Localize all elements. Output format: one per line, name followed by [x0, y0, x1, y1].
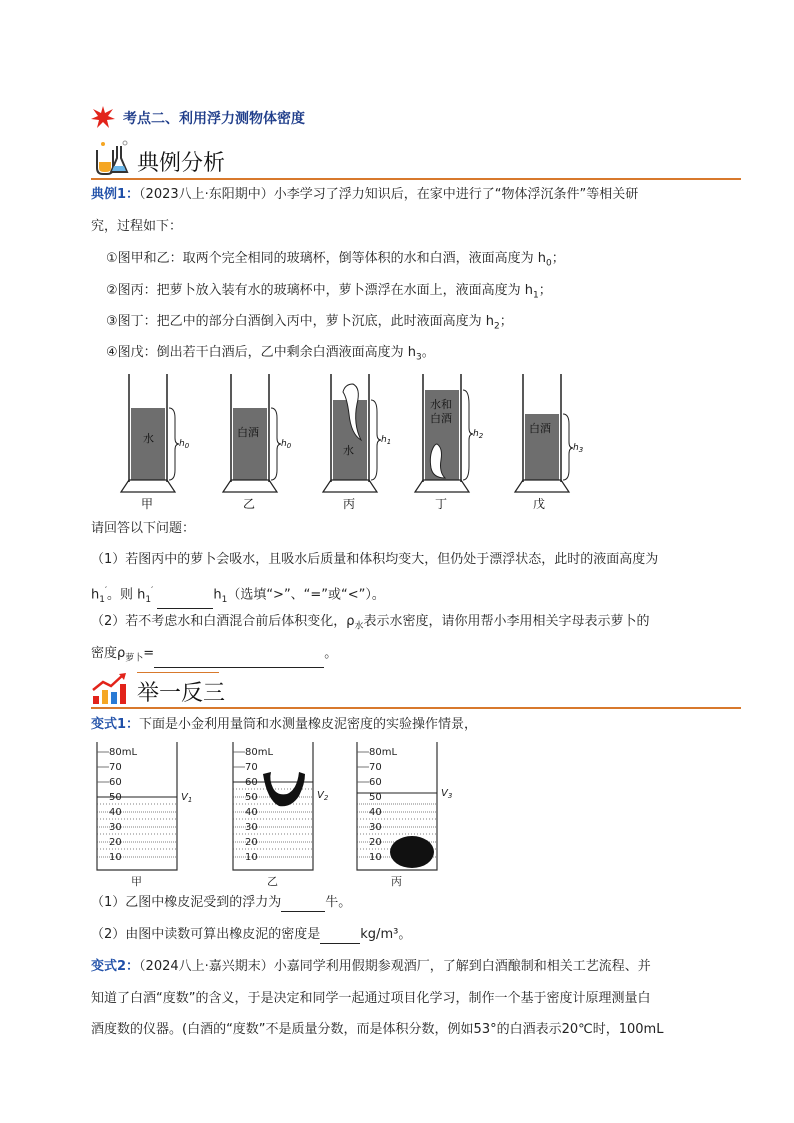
svg-text:丙: 丙: [391, 875, 402, 888]
answer-blank-q1[interactable]: [157, 594, 213, 609]
caption-wu: 戊: [533, 497, 546, 511]
svg-text:h0: $h_0$: [179, 439, 190, 450]
caption-jia: 甲: [141, 497, 154, 511]
answer-blank-v1q1[interactable]: [281, 897, 325, 912]
variant2-line1: 变式2：（2024八上·嘉兴期末）小嘉同学利用假期参观酒厂，了解到白酒酿制和相关工艺流程、并: [91, 959, 651, 974]
cylinder-jia: [97, 742, 192, 888]
star-burst-icon: [91, 106, 115, 128]
svg-text:60: 60: [369, 777, 382, 788]
label-baijiu-wu: 白酒: [529, 422, 551, 435]
svg-text:h0: $h_0$: [281, 439, 292, 450]
svg-text:80mL: 80mL: [369, 747, 398, 758]
question-1-line2: $h_1'$。则 $h_1'$ $h_1$（选填“>”、“=”或“<”）。: [91, 582, 385, 609]
svg-text:70: 70: [109, 762, 122, 773]
step-4: ④图戊：倒出若干白酒后，乙中剩余白酒液面高度为 $h_3$。: [106, 345, 435, 363]
label-mix-1: 水和: [430, 398, 452, 411]
svg-text:h3: $h_3$: [573, 443, 584, 454]
svg-text:80mL: 80mL: [245, 747, 274, 758]
question-2-line2: 密度$\rho_{萝卜}=$ 。: [91, 645, 337, 668]
glass-yi: [223, 374, 292, 511]
svg-text:40: 40: [369, 807, 382, 818]
question-prompt: 请回答以下问题：: [91, 521, 196, 536]
example-intro-line1: 典例1：（2023八上·东阳期中）小李学习了浮力知识后，在家中进行了“物体浮沉条件”等相关研: [91, 187, 639, 202]
caption-bing: 丙: [343, 497, 356, 511]
svg-text:V2: $V_2$: [317, 790, 329, 802]
svg-text:10: 10: [109, 852, 122, 863]
glass-wu: [515, 374, 583, 511]
header-underline-short: [137, 672, 219, 673]
caption-yi: 乙: [243, 497, 256, 511]
divider: [91, 178, 741, 180]
cylinders-figure: [91, 740, 451, 886]
svg-text:乙: 乙: [267, 875, 278, 888]
glass-jia: [121, 374, 190, 511]
svg-text:30: 30: [369, 822, 382, 833]
svg-text:10: 10: [245, 852, 258, 863]
variant1-question-2: （2）由图中读数可算出橡皮泥的密度是 kg/m³。: [91, 927, 412, 942]
cylinder-yi: [233, 742, 329, 888]
divider: [91, 707, 741, 709]
header-example-analysis: [91, 138, 741, 180]
svg-text:h2: $h_2$: [473, 429, 484, 440]
glasses-figure: [91, 364, 711, 514]
example-label: 典例1：: [91, 187, 140, 202]
svg-text:30: 30: [109, 822, 122, 833]
variant2-line3: 酒度数的仪器。(白酒的“度数”不是质量分数，而是体积分数，例如53°的白酒表示20℃时，100mL: [91, 1022, 664, 1037]
svg-text:20: 20: [109, 837, 122, 848]
glass-ding: [415, 374, 484, 511]
variant2-label: 变式2：: [91, 959, 140, 974]
step-3: ③图丁：把乙中的部分白酒倒入丙中，萝卜沉底，此时液面高度为 $h_2$；: [106, 314, 513, 332]
svg-text:V1: $V_1$: [181, 792, 193, 804]
svg-text:70: 70: [369, 762, 382, 773]
growth-chart-icon: [91, 672, 127, 706]
answer-blank-v1q2[interactable]: [320, 929, 360, 944]
svg-text:80mL: 80mL: [109, 747, 138, 758]
glass-bing: [323, 374, 391, 511]
step-2: ②图丙：把萝卜放入装有水的玻璃杯中，萝卜漂浮在水面上，液面高度为 $h_1$；: [106, 283, 552, 301]
svg-text:20: 20: [369, 837, 382, 848]
svg-text:20: 20: [245, 837, 258, 848]
label-baijiu-yi: 白酒: [237, 426, 259, 439]
question-1-line1: （1）若图丙中的萝卜会吸水，且吸水后质量和体积均变大，但仍处于漂浮状态，此时的液面高度为: [91, 552, 659, 567]
svg-text:V3: $V_3$: [441, 788, 453, 800]
step-1: ①图甲和乙：取两个完全相同的玻璃杯，倒等体积的水和白酒，液面高度为 $h_0$；: [106, 251, 565, 269]
answer-blank-q2[interactable]: [154, 653, 324, 668]
variant1-question-1: （1）乙图中橡皮泥受到的浮力为 牛。: [91, 895, 352, 910]
variant1-label: 变式1：: [91, 717, 140, 732]
header-practice: [91, 672, 741, 708]
svg-text:50: 50: [245, 792, 258, 803]
svg-text:甲: 甲: [131, 875, 142, 888]
label-water-bing: 水: [343, 444, 354, 457]
svg-text:70: 70: [245, 762, 258, 773]
svg-text:50: 50: [369, 792, 382, 803]
question-2-line1: （2）若不考虑水和白酒混合前后体积变化，$\rho_水$表示水密度，请你用帮小李用相关字母表示萝卜的: [91, 614, 650, 632]
header-title: 典例分析: [137, 151, 226, 176]
header-title: 举一反三: [137, 681, 226, 706]
svg-text:60: 60: [245, 777, 258, 788]
cylinder-bing: [357, 742, 452, 888]
variant2-line2: 知道了白酒“度数”的含义，于是决定和同学一起通过项目化学习，制作一个基于密度计原理测量白: [91, 991, 651, 1006]
svg-text:30: 30: [245, 822, 258, 833]
svg-text:50: 50: [109, 792, 122, 803]
svg-text:40: 40: [109, 807, 122, 818]
section-title: 考点二、利用浮力测物体密度: [123, 111, 305, 127]
example-intro-line2: 究，过程如下：: [91, 219, 183, 234]
lab-flask-icon: [91, 138, 131, 178]
svg-text:40: 40: [245, 807, 258, 818]
svg-text:10: 10: [369, 852, 382, 863]
label-mix-2: 白酒: [430, 412, 452, 425]
caption-ding: 丁: [435, 497, 448, 511]
svg-text:60: 60: [109, 777, 122, 788]
label-water-jia: 水: [143, 432, 154, 445]
variant1-text: 变式1：下面是小金利用量筒和水测量橡皮泥密度的实验操作情景，: [91, 717, 478, 732]
svg-text:h1: $h_1$: [381, 435, 392, 446]
